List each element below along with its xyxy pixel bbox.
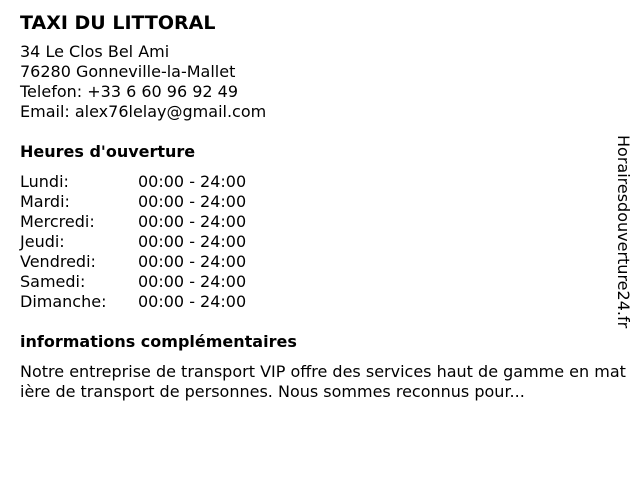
time-range: 00:00 - 24:00	[138, 172, 247, 191]
time-range: 00:00 - 24:00	[138, 252, 247, 271]
day-label: Dimanche:	[20, 292, 107, 311]
address-line-1: 34 Le Clos Bel Ami	[20, 42, 170, 61]
contact-block	[20, 42, 632, 122]
day-label: Lundi:	[20, 172, 69, 191]
business-name: TAXI DU LITTORAL	[20, 12, 216, 34]
time-range: 00:00 - 24:00	[138, 232, 247, 251]
business-description: Notre entreprise de transport VIP offre des services haut de gamme en matière de transport de personnes. Nous sommes reconnus pour...	[20, 362, 626, 401]
opening-hours-table	[20, 172, 632, 312]
day-label: Mardi:	[20, 192, 70, 211]
hours-row-monday	[20, 172, 632, 192]
phone-line: Telefon: +33 6 60 96 92 49	[20, 82, 239, 101]
time-range: 00:00 - 24:00	[138, 212, 247, 231]
time-range: 00:00 - 24:00	[138, 292, 247, 311]
day-label: Mercredi:	[20, 212, 95, 231]
address-line-2: 76280 Gonneville-la-Mallet	[20, 62, 236, 81]
day-label: Vendredi:	[20, 252, 96, 271]
hours-row-saturday	[20, 272, 632, 292]
site-watermark: Horairesdouverture24.fr	[614, 135, 633, 329]
business-card	[20, 10, 632, 402]
opening-hours-title: Heures d'ouverture	[20, 142, 196, 161]
hours-row-thursday	[20, 232, 632, 252]
hours-row-tuesday	[20, 192, 632, 212]
hours-row-sunday	[20, 292, 632, 312]
email-line: Email: alex76lelay@gmail.com	[20, 102, 267, 121]
time-range: 00:00 - 24:00	[138, 192, 247, 211]
day-label: Samedi:	[20, 272, 86, 291]
time-range: 00:00 - 24:00	[138, 272, 247, 291]
day-label: Jeudi:	[20, 232, 65, 251]
hours-row-friday	[20, 252, 632, 272]
additional-info-title: informations complémentaires	[20, 332, 297, 351]
hours-row-wednesday	[20, 212, 632, 232]
